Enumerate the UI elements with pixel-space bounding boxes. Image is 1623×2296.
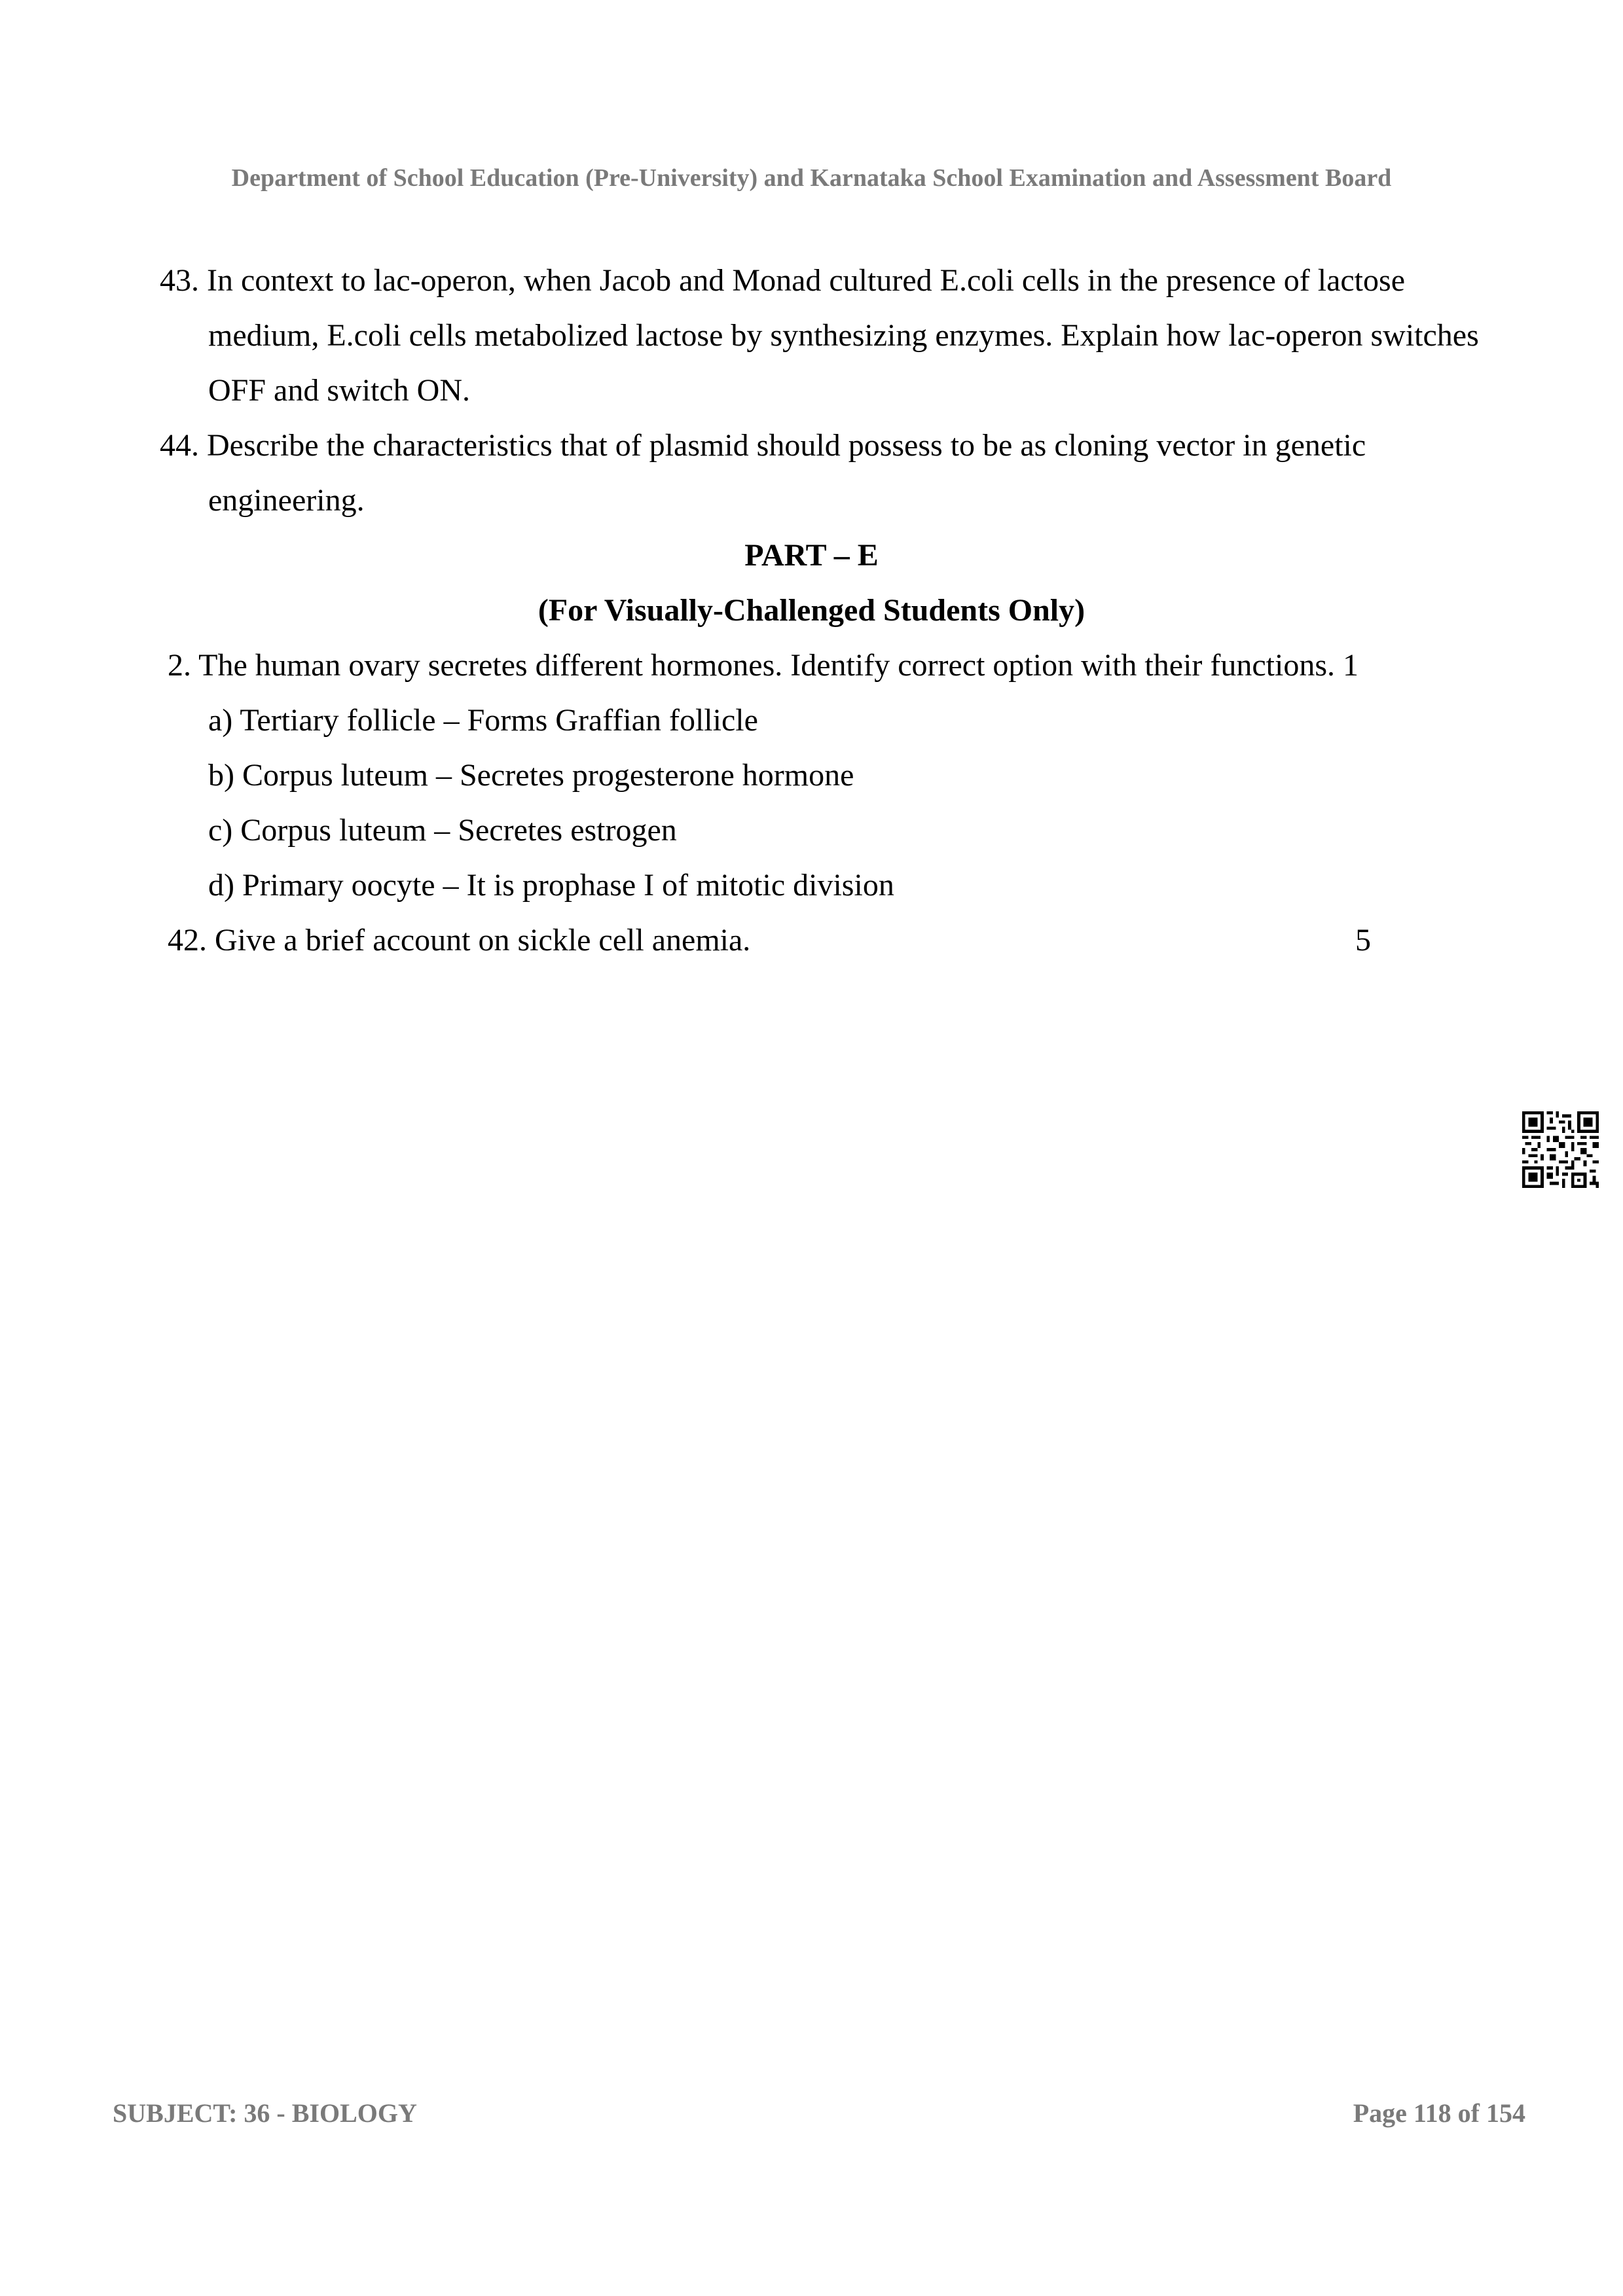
question-43-line-1: 43. In context to lac-operon, when Jacob and Monad cultured E.coli cells in the presence of lactose — [160, 263, 1405, 298]
part-e-title: PART – E — [744, 538, 879, 573]
qr-code-icon — [1522, 1111, 1599, 1188]
question-43-line-2: medium, E.coli cells metabolized lactose by synthesizing enzymes. Explain how lac-operon switches — [208, 318, 1479, 353]
page-header: Department of School Education (Pre-University) and Karnataka School Examination and Assessment Board — [231, 164, 1392, 192]
question-2-option-a: a) Tertiary follicle – Forms Graffian follicle — [208, 703, 758, 738]
question-42-text: 42. Give a brief account on sickle cell anemia. — [168, 923, 751, 958]
question-2-option-c: c) Corpus luteum – Secretes estrogen — [208, 813, 677, 848]
question-44-line-1: 44. Describe the characteristics that of plasmid should possess to be as cloning vector in genetic — [160, 428, 1366, 463]
footer-page-number: Page 118 of 154 — [1353, 2098, 1525, 2128]
question-42-marks: 5 — [1355, 923, 1371, 958]
question-44-line-2: engineering. — [208, 483, 365, 518]
question-2-option-b: b) Corpus luteum – Secretes progesterone hormone — [208, 758, 854, 793]
question-2-option-d: d) Primary oocyte – It is prophase I of mitotic division — [208, 868, 894, 903]
footer-subject: SUBJECT: 36 - BIOLOGY — [113, 2098, 417, 2128]
part-e-subtitle: (For Visually-Challenged Students Only) — [538, 593, 1085, 628]
question-2-text: 2. The human ovary secretes different hormones. Identify correct option with their functions. 1 — [168, 648, 1359, 683]
question-43-line-3: OFF and switch ON. — [208, 373, 471, 408]
